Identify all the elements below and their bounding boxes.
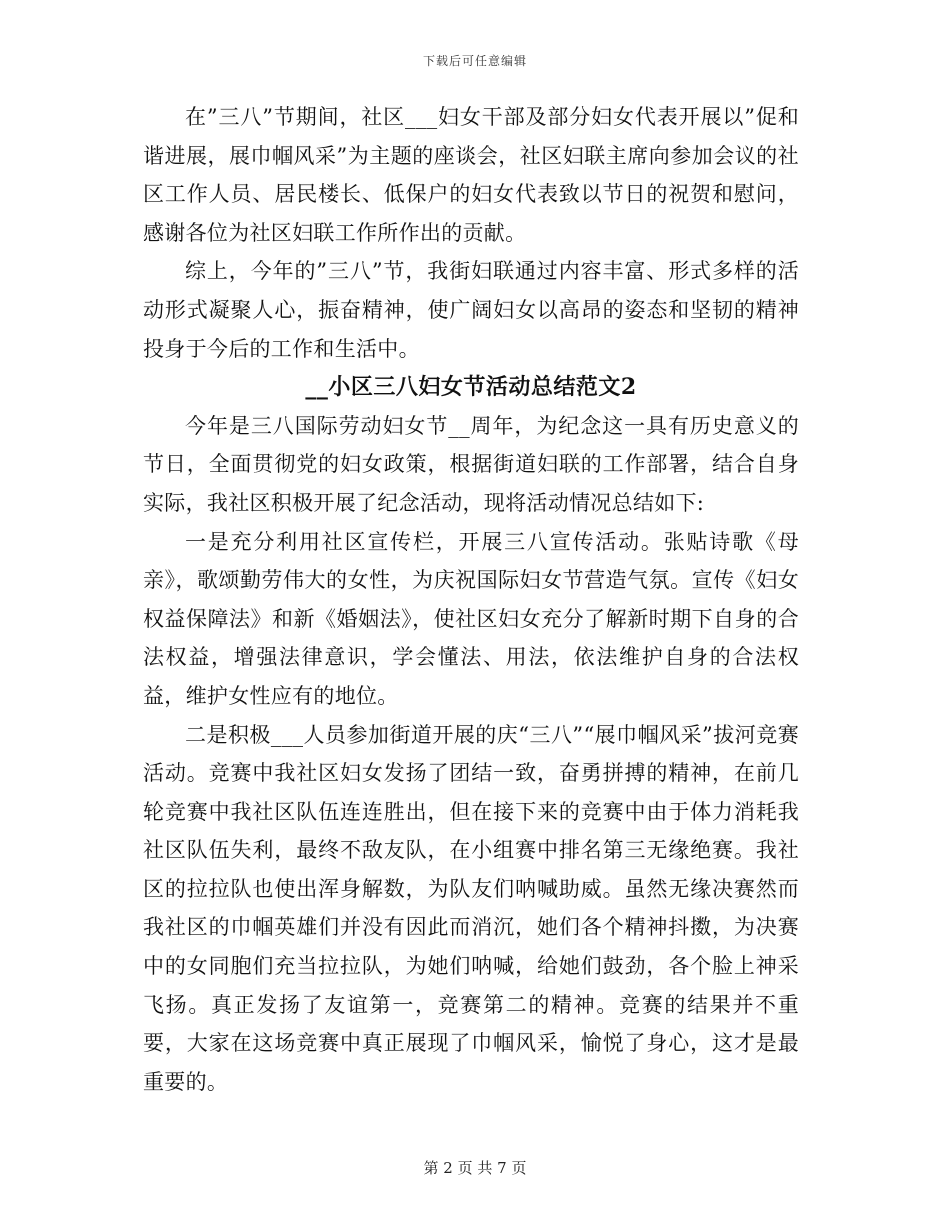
paragraph-intro: 今年是三八国际劳动妇女节__周年，为纪念这一具有历史意义的节日，全面贯彻党的妇女政策，根据街道妇联的工作部署，结合自身实际，我社区积极开展了纪念活动，现将活动情况总结如下:: [143, 413, 799, 515]
paragraph-meeting: 在”三八”节期间，社区___妇女干部及部分妇女代表开展以”促和谐进展，展巾帼风采”为主题的座谈会，社区妇联主席向参加会议的社区工作人员、居民楼长、低保户的妇女代表致以节日的祝贺和慰问，感谢各位为社区妇联工作所作出的贡献。: [143, 105, 799, 245]
section-title: __小区三八妇女节活动总结范文2: [305, 374, 637, 401]
page-header: 下载后可任意编辑: [422, 54, 527, 68]
page-number: 第 2 页 共 7 页: [423, 1159, 527, 1177]
document-body: [143, 98, 799, 1101]
paragraph-activity-one: 一是充分利用社区宣传栏，开展三八宣传活动。张贴诗歌《母亲》，歌颂勤劳伟大的女性，为庆祝国际妇女节营造气氛。宣传《妇女权益保障法》和新《婚姻法》，使社区妇女充分了解新时期下自身的合法权益，增强法律意识，学会懂法、用法，依法维护自身的合法权益，维护女性应有的地位。: [143, 529, 799, 708]
paragraph-activity-two: 二是积极___人员参加街道开展的庆“三八”“展巾帼风采”拔河竞赛活动。竞赛中我社区妇女发扬了团结一致，奋勇拼搏的精神，在前几轮竞赛中我社区队伍连连胜出，但在接下来的竞赛中由于体力消耗我社区队伍失利，最终不敌友队，在小组赛中排名第三无缘绝赛。我社区的拉拉队也使出浑身解数，为队友们呐喊助威。虽然无缘决赛然而我社区的巾帼英雄们并没有因此而消沉，她们各个精神抖擞，为决赛中的女同胞们充当拉拉队，为她们呐喊，给她们鼓劲，各个脸上神采飞扬。真正发扬了友谊第一，竞赛第二的精神。竞赛的结果并不重要，大家在这场竞赛中真正展现了巾帼风采，愉悦了身心，这才是最重要的。: [143, 722, 799, 1094]
paragraph-summary: 综上，今年的”三八”节，我街妇联通过内容丰富、形式多样的活动形式凝聚人心，振奋精神，使广阔妇女以高昂的姿态和坚韧的精神投身于今后的工作和生活中。: [143, 259, 799, 361]
